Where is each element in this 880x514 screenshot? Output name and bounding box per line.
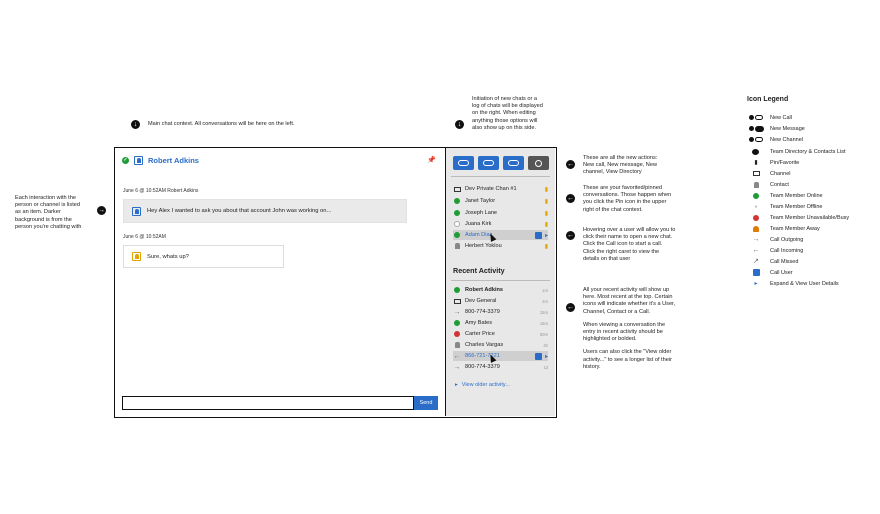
expand-caret-icon[interactable]: ▸ [544, 353, 548, 360]
user-icon [132, 252, 141, 261]
pin-icon: ▮ [754, 160, 758, 166]
legend-item: → Call Outgoing [752, 236, 804, 243]
legend-item: Team Member Away [747, 224, 820, 233]
online-icon: ✓ [123, 156, 128, 163]
chat-panel [115, 148, 446, 416]
recent-item[interactable]: Amy Bates 15m [453, 318, 548, 328]
left-arrow-icon: ← [567, 161, 574, 168]
legend-item: Team Directory & Contacts List [747, 147, 846, 156]
online-icon [753, 193, 759, 199]
call-user-icon [753, 269, 760, 276]
divider [451, 176, 550, 177]
expand-caret-icon: ▸ [455, 382, 458, 388]
annotation-hover: Hovering over a user will allow you to click their name to open a new chat. Click the Call icon to start a call. Click the right caret to view the details on that user [583, 227, 676, 262]
recent-activity-title: Recent Activity [453, 266, 505, 275]
pinned-item[interactable]: Dev Private Chan #1 ▮ [453, 184, 548, 194]
message-text: Sure, whats up? [147, 253, 189, 260]
call-outgoing-icon: → [453, 308, 461, 316]
call-missed-icon: ↗ [753, 258, 759, 265]
directory-icon [535, 160, 542, 167]
down-arrow-icon: ↓ [131, 120, 140, 129]
new-message-button[interactable] [478, 156, 499, 170]
new-call-icon [755, 115, 763, 120]
online-icon [454, 198, 460, 204]
pin-icon[interactable]: ▮ [544, 186, 548, 193]
message-meta: June 6 @ 10:52AM [123, 234, 166, 240]
offline-icon: ● [754, 203, 758, 210]
recent-item[interactable]: Robert Adkins 1m [453, 285, 548, 295]
message-text: Hey Alex I wanted to ask you about that account John was working on... [147, 208, 332, 214]
directory-icon [752, 149, 759, 155]
call-outgoing-icon: → [453, 363, 461, 371]
pin-icon[interactable]: ▮ [544, 198, 548, 205]
annotation-interaction-list: Each interaction with the person or channel is listed as an item. Darker background is from the person you're chatting with [15, 195, 82, 230]
send-button[interactable]: Send [414, 396, 438, 410]
call-incoming-icon: ← [453, 352, 461, 360]
away-icon [753, 226, 759, 232]
call-incoming-icon: ← [752, 247, 760, 254]
legend-item: ← Call Incoming [752, 247, 804, 254]
unavailable-icon [454, 331, 460, 337]
pin-icon[interactable]: ▮ [544, 210, 548, 217]
message-meta: June 6 @ 10:52AM Robert Adkins [123, 188, 199, 194]
legend-item: ↗ Call Missed [753, 258, 799, 265]
message-bubble [123, 199, 407, 223]
online-icon [454, 232, 460, 238]
offline-icon [454, 221, 460, 227]
channel-icon [454, 187, 461, 192]
chat-header [122, 155, 199, 165]
new-channel-icon [508, 160, 519, 166]
message-bubble [123, 245, 284, 268]
annotation-pinned: These are your favorited/pinned conversations. Those happen when you click the Pin icon in the upper right of the chat context. [583, 185, 672, 213]
pinned-item[interactable]: Janet Taylor ▮ [453, 196, 548, 206]
pin-icon[interactable]: ▮ [544, 243, 548, 250]
action-bar [453, 156, 549, 170]
user-icon [134, 156, 143, 165]
recent-item-hover[interactable]: ← 866-721-7221 ▸ [453, 352, 548, 360]
legend-item: Channel [747, 169, 791, 178]
legend-item: New Call [747, 113, 792, 122]
left-arrow-icon: ← [567, 232, 574, 239]
legend-item: Call User [747, 268, 793, 277]
contact-icon [455, 243, 460, 249]
pinned-item-hover[interactable]: Adam Diaz ▸ [453, 230, 548, 240]
online-icon [454, 320, 460, 326]
legend-item: Team Member Unavailable/Busy [747, 213, 849, 222]
recent-item[interactable]: → 800-774-3379 15m [453, 308, 548, 316]
recent-item[interactable]: Dev General 2m [453, 296, 548, 306]
legend-item: Team Member Online [747, 191, 823, 200]
new-call-button[interactable] [453, 156, 474, 170]
unavailable-icon [753, 215, 759, 221]
chat-contact-name[interactable]: Robert Adkins [148, 155, 199, 165]
new-channel-icon [755, 137, 763, 142]
recent-item[interactable]: → 800-774-3379 1d [453, 363, 548, 371]
annotation-main-context: Main chat context. All conversations will be here on the left. [148, 121, 295, 127]
new-channel-button[interactable] [503, 156, 524, 170]
contact-icon [455, 342, 460, 348]
legend-item: ▸ Expand & View User Details [754, 280, 839, 287]
recent-item[interactable]: Carter Price 50m [453, 329, 548, 339]
legend-item: ▮ Pin/Favorite [754, 159, 800, 166]
recent-item[interactable]: Charles Vargas 4h [453, 340, 548, 350]
user-icon [132, 207, 141, 216]
pinned-item[interactable]: Juana Kirk ▮ [453, 219, 548, 229]
left-arrow-icon: ← [567, 304, 574, 311]
legend-item: New Message [747, 124, 805, 133]
legend-title: Icon Legend [747, 96, 789, 103]
call-user-icon[interactable] [535, 232, 542, 239]
channel-icon [454, 299, 461, 304]
pin-icon[interactable]: 📌 [427, 157, 436, 164]
view-older-link[interactable]: ▸ View older activity... [455, 382, 510, 388]
right-arrow-icon: → [98, 207, 105, 214]
call-user-icon[interactable] [535, 353, 542, 360]
expand-caret-icon[interactable]: ▸ [544, 232, 548, 239]
new-message-icon [755, 126, 764, 132]
divider [451, 280, 550, 281]
legend-item: New Channel [747, 135, 803, 144]
message-input[interactable] [122, 396, 414, 410]
pinned-item[interactable]: Herbert Yoklou ▮ [453, 241, 548, 251]
annotation-new-chats: Initiation of new chats or a log of chats will be displayed on the right. When editing anything those options will also show up on this side. [472, 96, 543, 131]
down-arrow-icon: ↓ [455, 120, 464, 129]
pinned-item[interactable]: Joseph Lane ▮ [453, 208, 548, 218]
channel-icon [753, 171, 760, 176]
online-icon [454, 210, 460, 216]
annotation-actions: These are all the new actions: New call, New message, New channel, View Directory [583, 155, 658, 176]
online-icon [454, 287, 460, 293]
left-arrow-icon: ← [567, 195, 574, 202]
sidebar [446, 148, 555, 416]
expand-caret-icon: ▸ [754, 281, 758, 287]
contact-icon [754, 182, 759, 188]
new-call-icon [458, 160, 469, 166]
composer [122, 396, 438, 410]
app-window [114, 147, 557, 418]
call-outgoing-icon: → [752, 236, 760, 243]
legend-item: Contact [747, 180, 789, 189]
annotation-recent: All your recent activity will show up here. Most recent at the top. Certain icons will indicate whether it's a User, Channel, Contact or a Call. When viewing a conversation the entry in recent activity should be highlighted or bolded. Users can also click the "View older activity..." to see a longer list of their history. [583, 287, 676, 370]
legend-item: ● Team Member Offline [754, 203, 823, 210]
pin-icon[interactable]: ▮ [544, 221, 548, 228]
new-message-icon [483, 160, 494, 166]
directory-button[interactable] [528, 156, 549, 170]
